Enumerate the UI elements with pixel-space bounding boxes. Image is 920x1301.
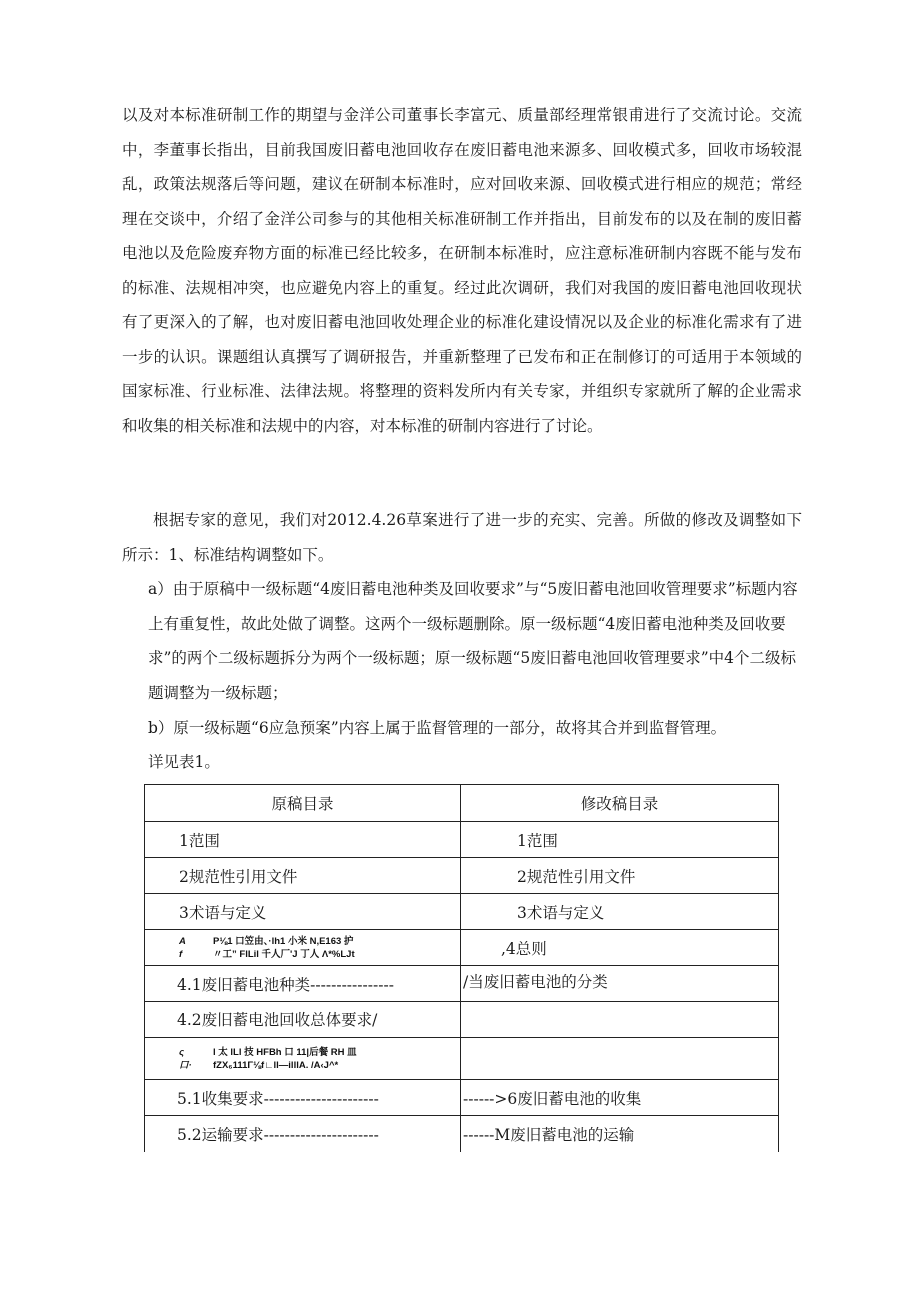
table-row <box>145 858 779 894</box>
table-row <box>145 822 779 858</box>
directory-comparison-table <box>144 784 779 1152</box>
table-row <box>145 1002 779 1038</box>
column-header-revised: 修改稿目录 <box>461 785 779 822</box>
table-header-row <box>145 785 779 822</box>
cell-revised: ------>6废旧蓄电池的收集 <box>461 1080 779 1116</box>
table-row <box>145 966 779 1002</box>
cell-original-garbled <box>145 1038 461 1080</box>
table-row <box>145 1080 779 1116</box>
revision-paragraph: 根据专家的意见，我们对2012.4.26草案进行了进一步的充实、完善。所做的修改及调整如下所示：1、标准结构调整如下。 <box>122 511 802 564</box>
cell-original: 5.1收集要求---------------------- <box>145 1080 461 1116</box>
garbled-text-b: ς l 太 lLl 技 HFBh 口 11|后餐 RH 皿 口· fZX₆111Γ⅛f∟ll—illlA. /A‹J^* <box>179 1046 357 1071</box>
cell-revised: ,4总则 <box>461 930 779 966</box>
cell-original: 5.2运输要求---------------------- <box>145 1116 461 1152</box>
cell-revised: /当废旧蓄电池的分类 <box>461 966 779 1002</box>
cell-revised <box>461 1038 779 1080</box>
cell-revised: ------M废旧蓄电池的运输 <box>461 1116 779 1152</box>
item-a <box>148 572 802 710</box>
cell-original-garbled <box>145 930 461 966</box>
column-header-original: 原稿目录 <box>145 785 461 822</box>
garbled-text-a: A P⅛1 口笠由、·lh1 小米 N,E163 护 f 〃工” FlLil 千人厂'J 丁人 Λ*%LJt <box>179 935 355 960</box>
intro-paragraph: 以及对本标准研制工作的期望与金洋公司董事长李富元、质量部经理常银甫进行了交流讨论。交流中，李董事长指出，目前我国废旧蓄电池回收存在废旧蓄电池来源多、回收模式多，回收市场较混乱，政策法规落后等问题，建议在研制本标准时，应对回收来源、回收模式进行相应的规范；常经理在交谈中，介绍了金洋公司参与的其他相关标准研制工作并指出，目前发布的以及在制的废旧蓄电池以及危险废弃物方面的标准已经比较多，在研制本标准时，应注意标准研制内容既不能与发布的标准、法规相冲突，也应避免内容上的重复。经过此次调研，我们对我国的废旧蓄电池回收现状有了更深入的了解，也对废旧蓄电池回收处理企业的标准化建设情况以及企业的标准化需求有了进一步的认识。课题组认真撰写了调研报告，并重新整理了已发布和正在制修订的可适用于本领域的国家标准、行业标准、法律法规。将整理的资料发所内有关专家，并组织专家就所了解的企业需求和收集的相关标准和法规中的内容，对本标准的研制内容进行了讨论。 <box>122 106 802 435</box>
cell-revised <box>461 1002 779 1038</box>
table-row <box>145 894 779 930</box>
table-row <box>145 1038 779 1080</box>
cell-original: 4.2废旧蓄电池回收总体要求/ <box>145 1002 461 1038</box>
cell-original: 2规范性引用文件 <box>145 858 461 894</box>
see-table-note: 详见表1。 <box>148 753 220 771</box>
cell-revised: 1范围 <box>461 822 779 858</box>
item-b: b）原一级标题“6应急预案”内容上属于监督管理的一部分，故将其合并到监督管理。 <box>148 719 727 737</box>
cell-original: 4.1废旧蓄电池种类---------------- <box>145 966 461 1002</box>
cell-revised: 3术语与定义 <box>461 894 779 930</box>
table-row <box>145 930 779 966</box>
cell-original: 1范围 <box>145 822 461 858</box>
cell-original: 3术语与定义 <box>145 894 461 930</box>
table-row <box>145 1116 779 1152</box>
item-a-text: a）由于原稿中一级标题“4废旧蓄电池种类及回收要求”与“5废旧蓄电池回收管理要求”标题内容上有重复性，故此处做了调整。这两个一级标题删除。原一级标题“4废旧蓄电池种类及回收要求”的两个二级标题拆分为两个一级标题；原一级标题“5废旧蓄电池回收管理要求”中4个二级标题调整为一级标题； <box>148 580 798 702</box>
cell-revised: 2规范性引用文件 <box>461 858 779 894</box>
